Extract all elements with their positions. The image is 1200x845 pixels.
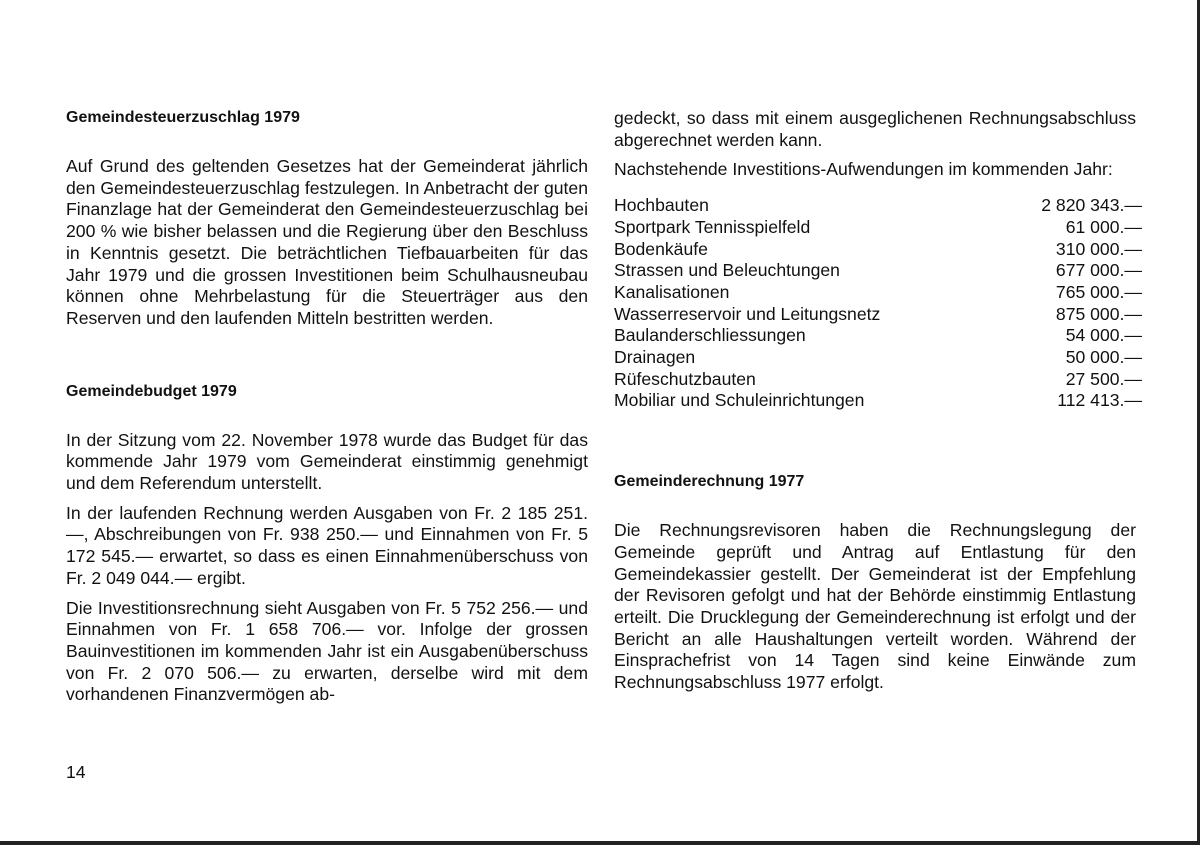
investment-row (614, 195, 1142, 217)
investment-item: Sportpark Tennisspielfeld (614, 216, 811, 237)
page-number: 14 (66, 762, 86, 782)
investment-item: Hochbauten (614, 195, 709, 216)
right-column (614, 108, 1142, 694)
investment-amount: 54 000.— (1065, 325, 1142, 346)
investment-row (614, 282, 1142, 304)
investment-table (614, 195, 1142, 412)
investment-amount: 677 000.— (1055, 260, 1142, 281)
investment-row (614, 369, 1142, 391)
paragraph-steuerzuschlag: Auf Grund des geltenden Gesetzes hat der Gemeinderat jährlich den Gemeindesteuerzuschlag festzulegen. In Anbetracht der guten Finanzlage hat der Gemeinderat den Gemeindesteuerzuschlag bei 200 % wie bisher belassen und die Regierung über den Beschluss in Kenntnis gesetzt. Die beträchtlichen Tiefbauarbeiten für das Jahr 1979 und die grossen Investitionen beim Schulhausneubau können ohne Mehrbelastung für die Steuerträger aus den Reserven und den laufenden Mitteln bestritten werden. (66, 156, 588, 328)
investment-amount: 61 000.— (1065, 216, 1142, 237)
paragraph-budget-2: In der laufenden Rechnung werden Ausgaben von Fr. 2 185 251.—, Abschreibungen von Fr. 938 250.— und Einnahmen von Fr. 5 172 545.— erwartet, so dass es einen Einnahmenüberschuss von Fr. 2 049 044.— ergibt. (66, 502, 588, 588)
paragraph-continuation: gedeckt, so dass mit einem ausgeglichenen Rechnungsabschluss abgerechnet werden kann. (614, 108, 1136, 150)
investment-item: Mobiliar und Schuleinrichtungen (614, 390, 865, 411)
paragraph-rechnung: Die Rechnungsrevisoren haben die Rechnungslegung der Gemeinde geprüft und Antrag auf Entlastung für den Gemeindekassier gestellt. Der Gemeinderat ist der Empfehlung der Revisoren gefolgt und hat der Behörde einstimmig Entlastung erteilt. Die Drucklegung der Gemeinderechnung ist erfolgt und der Bericht an alle Haushaltungen verteilt worden. Während der Einsprachefrist von 14 Tagen sind keine Einwände zum Rechnungsabschluss 1977 erfolgt. (614, 520, 1136, 693)
investment-item: Drainagen (614, 347, 696, 368)
heading-gemeindebudget: Gemeindebudget 1979 (66, 382, 237, 400)
heading-gemeindesteuerzuschlag: Gemeindesteuerzuschlag 1979 (66, 109, 300, 126)
investment-row (614, 325, 1142, 347)
investment-item: Strassen und Beleuchtungen (614, 260, 840, 281)
investment-amount: 112 413.— (1057, 390, 1142, 411)
investment-item: Bodenkäufe (614, 238, 708, 259)
investment-row (614, 260, 1142, 282)
investment-amount: 27 500.— (1065, 368, 1142, 389)
investment-amount: 765 000.— (1055, 281, 1142, 302)
investment-row (614, 217, 1142, 239)
investment-item: Kanalisationen (614, 281, 730, 302)
investment-row (614, 390, 1142, 412)
investment-amount: 310 000.— (1055, 238, 1142, 259)
investment-row (614, 304, 1142, 326)
investment-item: Baulanderschliessungen (614, 325, 806, 346)
investment-item: Wasserreservoir und Leitungsnetz (614, 303, 881, 324)
paragraph-budget-1: In der Sitzung vom 22. November 1978 wurde das Budget für das kommende Jahr 1979 vom Gemeinderat einstimmig genehmigt und dem Referendum unterstellt. (66, 429, 588, 494)
investment-row (614, 347, 1142, 369)
investment-amount: 875 000.— (1055, 303, 1142, 324)
page-border-bottom (0, 841, 1200, 845)
paragraph-budget-3: Die Investitionsrechnung sieht Ausgaben von Fr. 5 752 256.— und Einnahmen von Fr. 1 658 706.— vor. Infolge der grossen Bauinvestitionen im kommenden Jahr ist ein Ausgabenüberschuss von Fr. 2 070 506.— zu erwarten, derselbe wird mit dem vorhandenen Finanzvermögen ab- (66, 597, 588, 705)
left-column (66, 108, 588, 706)
paragraph-investment-intro: Nachstehende Investitions-Aufwendungen im kommenden Jahr: (614, 159, 1113, 180)
investment-item: Rüfeschutzbauten (614, 368, 756, 389)
heading-gemeinderechnung: Gemeinderechnung 1977 (614, 473, 805, 491)
investment-amount: 2 820 343.— (1041, 195, 1142, 216)
investment-row (614, 239, 1142, 261)
investment-amount: 50 000.— (1065, 347, 1142, 368)
